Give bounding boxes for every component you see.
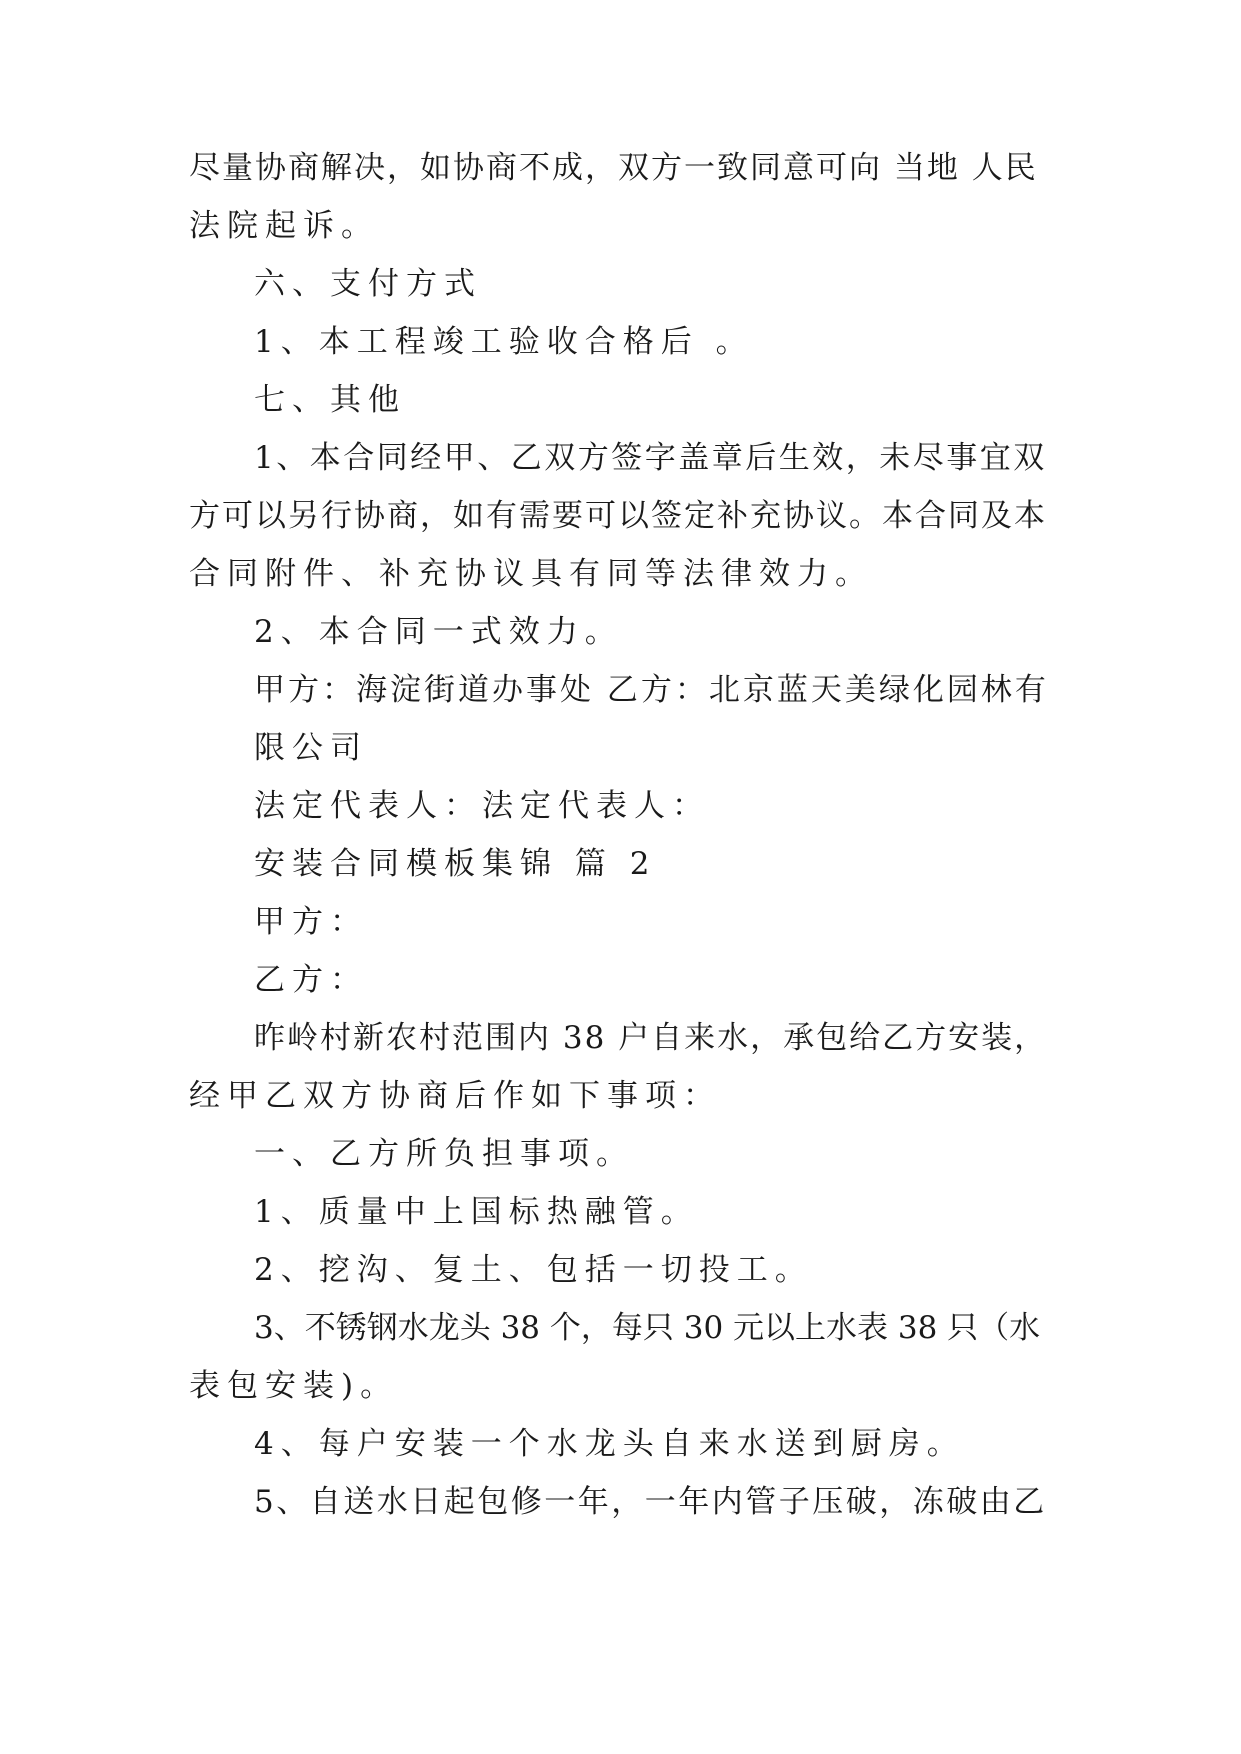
signature-line: 法定代表人：法定代表人： [254,788,710,824]
section-title: 安装合同模板集锦 篇 2 [254,846,657,882]
text-line: 1、质量中上国标热融管。 [254,1194,699,1230]
text-line: 经甲乙双方协商后作如下事项： [189,1078,721,1114]
text-line: 1、本合同经甲、乙双方签字盖章后生效，未尽事宜双 [254,440,1047,476]
signature-line: 甲方：海淀街道办事处 乙方：北京蓝天美绿化园林有 [254,672,1049,708]
party-line: 乙方： [254,962,368,998]
section-heading: 六、支付方式 [254,266,482,302]
text-line: 2、挖沟、复土、包括一切投工。 [254,1252,813,1288]
text-line: 3、不锈钢水龙头 38 个，每只 30 元以上水表 38 只（水 [254,1310,1041,1346]
section-heading: 一、乙方所负担事项。 [254,1136,634,1172]
text-line: 方可以另行协商，如有需要可以签定补充协议。本合同及本 [189,498,1047,534]
text-line: 合同附件、补充协议具有同等法律效力。 [189,556,873,592]
section-heading: 七、其他 [254,382,406,418]
party-line: 甲方： [254,904,368,940]
text-line: 法院起诉。 [189,208,379,244]
text-line: 尽量协商解决，如协商不成，双方一致同意可向 当地 人民 [189,150,1038,186]
text-line: 2、本合同一式效力。 [254,614,623,650]
text-line: 表包安装)。 [189,1368,399,1404]
text-line: 5、自送水日起包修一年，一年内管子压破，冻破由乙 [254,1484,1047,1520]
text-line: 1、本工程竣工验收合格后 。 [254,324,754,360]
text-line: 4、每户安装一个水龙头自来水送到厨房。 [254,1426,965,1462]
text-line: 昨岭村新农村范围内 38 户自来水，承包给乙方安装， [254,1020,1048,1056]
signature-line: 限公司 [254,730,368,766]
